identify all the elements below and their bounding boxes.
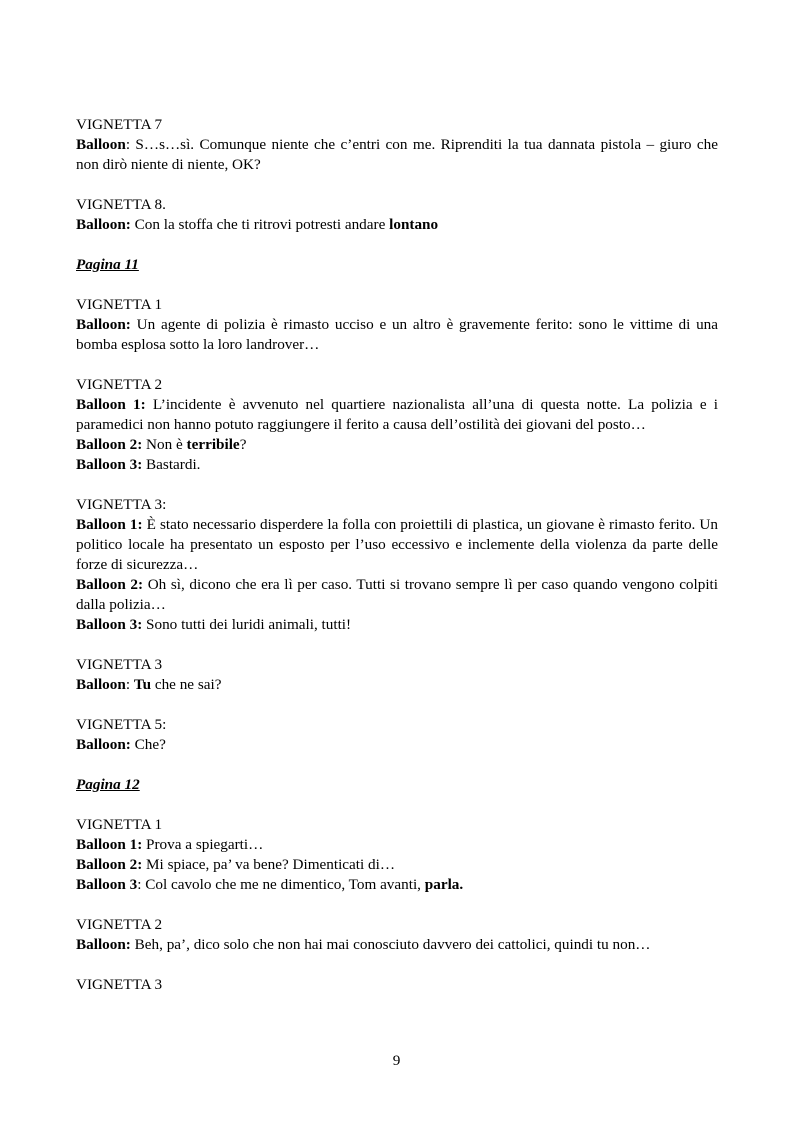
balloon-line	[76, 855, 718, 875]
dialogue-text: Prova a spiegarti…	[142, 836, 264, 853]
speaker-label: Tu	[133, 676, 152, 693]
speaker-label: terribile	[186, 436, 240, 453]
balloon-line	[76, 395, 718, 435]
spacer	[76, 895, 718, 915]
speaker-label: lontano	[389, 216, 439, 233]
balloon-line	[76, 435, 718, 455]
panel-title: VIGNETTA 3:	[76, 496, 167, 513]
balloon-line	[76, 515, 718, 575]
speaker-label: Balloon 3:	[76, 616, 143, 633]
balloon-line	[76, 135, 718, 175]
dialogue-text: Oh sì, dicono che era lì per caso. Tutti si trovano sempre lì per caso quando vengono colpiti dalla polizia…	[76, 576, 719, 613]
panel-title: VIGNETTA 3	[76, 656, 163, 673]
speaker-label: Balloon:	[76, 316, 131, 333]
panel-title: VIGNETTA 8.	[76, 196, 166, 213]
dialogue-text: Sono tutti dei luridi animali, tutti!	[142, 616, 352, 633]
balloon-line	[76, 735, 718, 755]
speaker-label: Balloon 1:	[76, 516, 143, 533]
speaker-label: Balloon 3	[76, 876, 138, 893]
document-body	[76, 115, 718, 1015]
balloon-line	[76, 615, 718, 635]
spacer	[76, 795, 718, 815]
balloon-line	[76, 675, 718, 695]
panel-title: VIGNETTA 1	[76, 296, 163, 313]
balloon-line	[76, 835, 718, 855]
speaker-label: Balloon 2:	[76, 436, 143, 453]
speaker-label: parla.	[424, 876, 464, 893]
spacer	[76, 695, 718, 715]
spacer	[76, 635, 718, 655]
spacer	[76, 755, 718, 775]
dialogue-text: L’incidente è avvenuto nel quartiere nazionalista all’una di questa notte. La polizia e i paramedici non hanno potuto raggiungere il ferito a causa dell’ostilità dei giovani del posto…	[76, 396, 718, 433]
speaker-label: Balloon 1:	[76, 396, 146, 413]
dialogue-text: Beh, pa’, dico solo che non hai mai conosciuto davvero dei cattolici, quindi tu non…	[130, 936, 651, 953]
speaker-label: Balloon	[76, 136, 126, 153]
panel-title: VIGNETTA 3	[76, 976, 163, 993]
spacer	[76, 995, 718, 1015]
dialogue-text: ?	[239, 436, 247, 453]
speaker-label: Balloon:	[76, 736, 131, 753]
speaker-label: Balloon 2:	[76, 856, 143, 873]
dialogue-text: Che?	[130, 736, 166, 753]
dialogue-text: Bastardi.	[142, 456, 201, 473]
dialogue-text: che ne sai?	[151, 676, 222, 693]
balloon-line	[76, 935, 718, 955]
panel-title: VIGNETTA 7	[76, 116, 163, 133]
spacer	[76, 355, 718, 375]
section-heading: Pagina 11	[76, 256, 139, 273]
balloon-line	[76, 875, 718, 895]
dialogue-text: Con la stoffa che ti ritrovi potresti andare	[130, 216, 390, 233]
dialogue-text: È stato necessario disperdere la folla con proiettili di plastica, un giovane è rimasto ferito. Un politico locale ha presentato un esposto per l’uso eccessivo e inclemente della violenza da parte delle forze di sicurezza…	[76, 516, 718, 573]
spacer	[76, 475, 718, 495]
balloon-line	[76, 575, 718, 615]
page-number: 9	[392, 1052, 401, 1069]
balloon-line	[76, 215, 718, 235]
dialogue-text: :	[125, 676, 134, 693]
speaker-label: Balloon 1:	[76, 836, 143, 853]
spacer	[76, 175, 718, 195]
panel-title: VIGNETTA 2	[76, 916, 163, 933]
speaker-label: Balloon 2:	[76, 576, 144, 593]
spacer	[76, 235, 718, 255]
speaker-label: Balloon 3:	[76, 456, 143, 473]
section-heading: Pagina 12	[76, 776, 140, 793]
panel-title: VIGNETTA 5:	[76, 716, 167, 733]
panel-title: VIGNETTA 1	[76, 816, 163, 833]
spacer	[76, 955, 718, 975]
dialogue-text: : S…s…sì. Comunque niente che c’entri con me. Riprenditi la tua dannata pistola – giuro che non dirò niente di niente, OK?	[76, 136, 718, 173]
speaker-label: Balloon:	[76, 936, 131, 953]
dialogue-text: : Col cavolo che me ne dimentico, Tom avanti,	[137, 876, 425, 893]
dialogue-text: Mi spiace, pa’ va bene? Dimenticati di…	[142, 856, 396, 873]
speaker-label: Balloon:	[76, 216, 131, 233]
speaker-label: Balloon	[76, 676, 126, 693]
panel-title: VIGNETTA 2	[76, 376, 163, 393]
spacer	[76, 275, 718, 295]
dialogue-text: Non è	[142, 436, 187, 453]
balloon-line	[76, 455, 718, 475]
balloon-line	[76, 315, 718, 355]
dialogue-text: Un agente di polizia è rimasto ucciso e un altro è gravemente ferito: sono le vittime di una bomba esplosa sotto la loro landrover…	[76, 316, 718, 353]
